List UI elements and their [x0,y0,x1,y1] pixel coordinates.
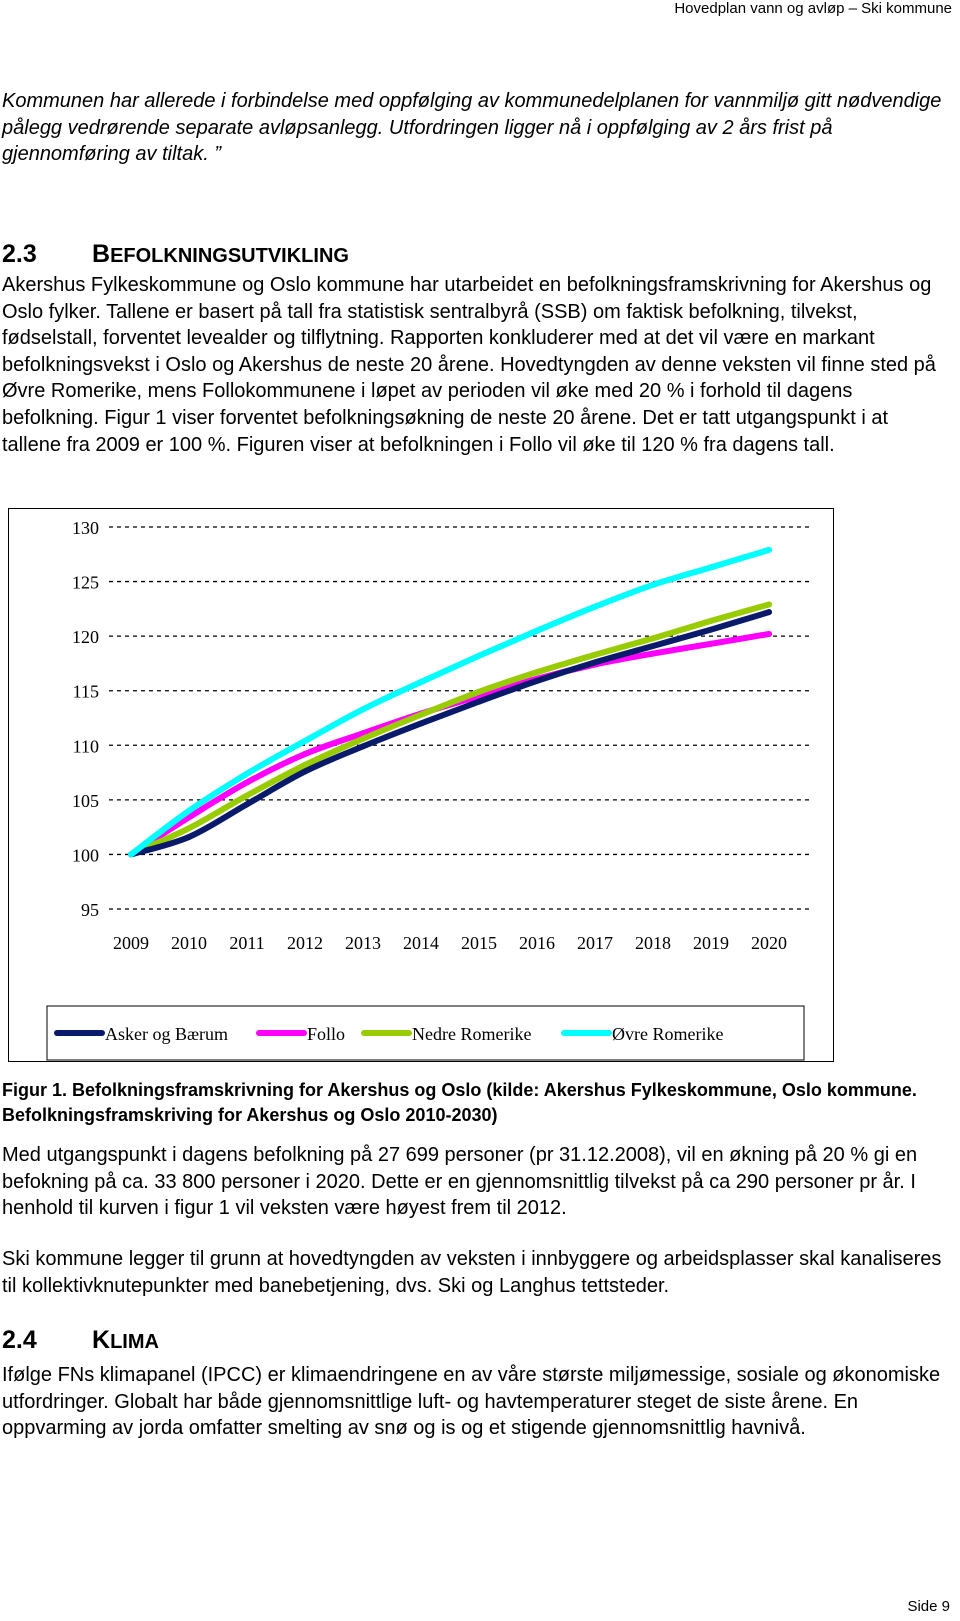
section-title-initial: K [92,1326,111,1354]
data-point [708,641,714,647]
data-point [534,678,540,684]
y-tick-label: 125 [72,572,99,593]
x-tick-label: 2013 [345,933,381,953]
y-tick-label: 115 [72,681,99,702]
data-point [360,736,366,742]
section-heading-2-3 [2,239,349,271]
x-tick-label: 2016 [519,933,555,953]
chart-grid [109,527,809,909]
page-number: Side 9 [907,1598,950,1615]
y-tick-label: 130 [72,518,99,538]
data-point [418,720,424,726]
data-point [302,768,308,774]
data-point [244,792,250,798]
data-point [418,679,424,685]
y-tick-labels [72,518,99,920]
data-point [302,738,308,744]
x-tick-label: 2018 [635,933,671,953]
x-tick-label: 2014 [403,933,439,953]
y-tick-label: 110 [72,736,99,757]
x-tick-label: 2015 [461,933,497,953]
data-point [650,582,656,588]
data-point [766,547,772,553]
legend-label: Nedre Romerike [412,1024,532,1044]
data-point [650,635,656,641]
x-tick-label: 2011 [229,933,265,953]
data-point [302,762,308,768]
x-tick-label: 2012 [287,933,323,953]
data-point [186,825,192,831]
section-title-initial: B [92,240,111,268]
legend-label: Follo [307,1024,346,1044]
data-point [302,751,308,757]
x-tick-label: 2017 [577,933,613,953]
data-point [476,699,482,705]
data-point [766,631,772,637]
y-tick-label: 100 [72,845,99,866]
data-point [766,609,772,615]
line-chart [9,509,835,1063]
data-point [708,564,714,570]
data-point [186,834,192,840]
data-point [650,643,656,649]
data-point [360,743,366,749]
x-tick-label: 2009 [113,933,149,953]
chart-series [128,547,772,858]
y-tick-label: 95 [81,900,99,920]
data-point [418,712,424,718]
intro-quote: Kommunen har allerede i forbindelse med oppfølging av kommunedelplanen for vannmiljø gitt nødvendige pålegg vedrørende separate avløpsanlegg. Utfordringen ligger nå i oppfølging av 2 års frist på gjennomføring av tiltak. ” [2,90,942,166]
population-paragraph: Med utgangspunkt i dagens befolkning på 27 699 personer (pr 31.12.2008), vil en økning på 20 % gi en befokning på ca. 33 800 personer i 2020. Dette er en gjennomsnittlig tilvekst på ca 290 personer pr år. I henhold til kurven i figur 1 vil veksten være høyest frem til 2012. [2,1144,918,1220]
x-tick-label: 2020 [751,933,787,953]
data-point [708,627,714,633]
figure-caption: Figur 1. Befolkningsframskrivning for Akershus og Oslo (kilde: Akershus Fylkeskommune, Oslo kommune. Befolkningsframskriving for Akershus og Oslo 2010-2030) [2,1080,917,1125]
figure-population-chart [8,508,834,1062]
data-point [128,851,134,857]
x-tick-label: 2019 [693,933,729,953]
data-point [592,659,598,665]
section-2-3-body: Akershus Fylkeskommune og Oslo kommune har utarbeidet en befolkningsframskrivning for Akershus og Oslo fylker. Tallene er basert på tall fra statistisk sentralbyrå (SSB) om faktisk befolkning, tilvekst, fødselstall, forventet levealder og tilflytning. Rapporten konkluderer med at det vil være en markant befolkningsvekst i Oslo og Akershus de neste 20 årene. Hovedtyngden av denne veksten vil finne sted på Øvre Romerike, mens Follokommunene i løpet av perioden vil øke med 20 % i forhold til dagens befolkning. Figur 1 viser forventet befolkningsøkning de neste 20 årene. Det er tatt utgangspunkt i at tallene fra 2009 er 100 %. Figuren viser at befolkningen i Follo vil øke til 120 % fra dagens tall. [2,274,936,456]
data-point [186,808,192,814]
section-number: 2.4 [2,1326,37,1354]
data-point [360,706,366,712]
y-tick-label: 105 [72,790,99,811]
data-point [592,604,598,610]
legend-label: Asker og Bærum [105,1024,228,1044]
data-point [244,771,250,777]
running-header: Hovedplan vann og avløp – Ski kommune [674,0,952,17]
x-tick-label: 2010 [171,933,207,953]
data-point [534,628,540,634]
section-title-rest: EFOLKNINGSUTVIKLING [110,245,349,267]
data-point [244,779,250,785]
y-tick-label: 120 [72,627,99,648]
data-point [592,652,598,658]
section-2-4-body: Ifølge FNs klimapanel (IPCC) er klimaendringene en av våre største miljømessige, sosiale og økonomiske utfordringer. Globalt har både gjennomsnittlige luft- og havtemperaturer steget de siste årene. En oppvarming av jorda omfatter smelting av snø og is og et stigende gjennomsnittlig havnivå. [2,1364,941,1440]
section-heading-2-4 [2,1325,159,1357]
data-point [650,651,656,657]
data-point [476,653,482,659]
data-point [708,618,714,624]
section-number: 2.3 [2,240,37,268]
data-point [766,601,772,607]
x-tick-labels [113,933,787,953]
data-point [244,801,250,807]
ski-development-paragraph: Ski kommune legger til grunn at hovedtyngden av veksten i innbyggere og arbeidsplasser skal kanaliseres til kollektivknutepunkter med banebetjening, dvs. Ski og Langhus tettsteder. [2,1248,942,1297]
section-title-rest: LIMA [110,1331,159,1353]
legend-label: Øvre Romerike [612,1024,724,1044]
data-point [476,689,482,695]
data-point [534,669,540,675]
